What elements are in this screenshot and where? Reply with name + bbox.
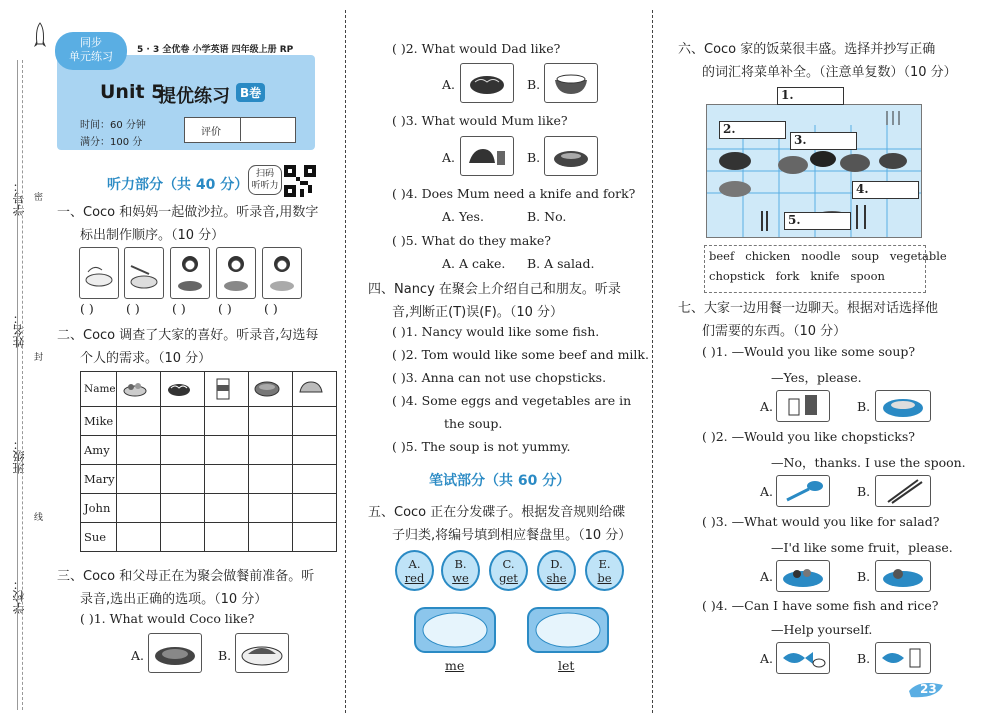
menu-blank-1[interactable]: 1. bbox=[777, 87, 844, 105]
menu-blank-3[interactable]: 3. bbox=[790, 132, 857, 150]
s3-q4: ( )4. Does Mum need a knife and fork? bbox=[392, 186, 636, 201]
table-cell[interactable] bbox=[292, 523, 336, 552]
s7-q4: ( )4. —Can I have some fish and rice? bbox=[702, 598, 939, 613]
side-xuehao: 学号： bbox=[12, 180, 26, 216]
side-feng: 封 bbox=[34, 353, 44, 363]
table-row-name: Mike bbox=[81, 407, 117, 436]
s3-q4-b[interactable]: B. No. bbox=[527, 209, 567, 224]
s3-title2: 录音,选出正确的选项。（10 分） bbox=[80, 592, 268, 607]
series-label: 5 · 3 全优卷 小学英语 四年级上册 RP bbox=[137, 45, 294, 55]
table-cell[interactable] bbox=[292, 407, 336, 436]
table-header-name: Name bbox=[81, 372, 117, 407]
s7-q2-B[interactable]: B. bbox=[857, 484, 871, 499]
s7-q1-A[interactable]: A. bbox=[760, 399, 774, 414]
qr-code-icon bbox=[284, 165, 316, 197]
table-cell[interactable] bbox=[248, 407, 292, 436]
salad-step-2-image bbox=[124, 247, 164, 299]
plate-b[interactable]: B. we bbox=[441, 550, 480, 591]
table-cell[interactable] bbox=[204, 436, 248, 465]
s7-q1-option-a-image bbox=[776, 390, 830, 422]
score-label: 满分：100 分 bbox=[80, 137, 143, 148]
table-cell[interactable] bbox=[116, 494, 160, 523]
side-mi: 密 bbox=[34, 193, 44, 203]
table-cell[interactable] bbox=[160, 523, 204, 552]
s4-item-3: ( )3. Anna can not use chopsticks. bbox=[392, 370, 607, 385]
side-banji: 班级： bbox=[12, 438, 26, 474]
table-cell[interactable] bbox=[204, 494, 248, 523]
s3-title: 三、Coco 和父母正在为聚会做餐前准备。听 bbox=[57, 569, 315, 584]
s7-a2: —No，thanks. I use the spoon. bbox=[771, 455, 966, 470]
salad-step-5-image bbox=[262, 247, 302, 299]
s3-q5-b[interactable]: B. A salad. bbox=[527, 256, 595, 271]
s1-blank-2[interactable]: ( ) bbox=[126, 301, 140, 316]
s3-q4-a[interactable]: A. Yes. bbox=[442, 209, 484, 224]
table-cell[interactable] bbox=[248, 465, 292, 494]
menu-blank-4[interactable]: 4. bbox=[852, 181, 919, 199]
s4-item-4-cont: the soup. bbox=[444, 416, 503, 431]
s7-q4-B[interactable]: B. bbox=[857, 651, 871, 666]
time-label: 时间：60 分钟 bbox=[80, 120, 146, 131]
table-cell[interactable] bbox=[292, 494, 336, 523]
food-icon-noodles bbox=[160, 372, 204, 407]
s3-q1-B[interactable]: B. bbox=[218, 648, 232, 663]
table-row-name: Mary bbox=[81, 465, 117, 494]
s7-q3-A[interactable]: A. bbox=[760, 569, 774, 584]
column-divider-2 bbox=[652, 10, 653, 713]
s7-q3: ( )3. —What would you like for salad? bbox=[702, 514, 940, 529]
s3-q3: ( )3. What would Mum like? bbox=[392, 113, 568, 128]
table-cell[interactable] bbox=[116, 523, 160, 552]
s7-q3-option-b-image bbox=[875, 560, 931, 592]
salad-step-4-image bbox=[216, 247, 256, 299]
s3-q1-A[interactable]: A. bbox=[131, 648, 145, 663]
food-icon-soup bbox=[248, 372, 292, 407]
word-bank-line-2: chopstick fork knife spoon bbox=[709, 269, 885, 283]
s7-q1: ( )1. —Would you like some soup? bbox=[702, 344, 916, 359]
table-cell[interactable] bbox=[204, 465, 248, 494]
s7-q3-option-a-image bbox=[776, 560, 830, 592]
table-row-name: Amy bbox=[81, 436, 117, 465]
word-bank-line-1: beef chicken noodle soup vegetable bbox=[709, 249, 947, 263]
s3-q1-option-b-image bbox=[235, 633, 289, 673]
s7-q1-B[interactable]: B. bbox=[857, 399, 871, 414]
page-number: 23 bbox=[920, 682, 937, 696]
s6-title2: 的词汇将菜单补全。（注意单复数）（10 分） bbox=[702, 65, 957, 80]
title-cn: 提优练习 bbox=[158, 86, 230, 107]
s5-title2: 子归类,将编号填到相应餐盘里。（10 分） bbox=[392, 528, 632, 543]
s3-q2-A[interactable]: A. bbox=[442, 77, 456, 92]
s1-blank-3[interactable]: ( ) bbox=[172, 301, 186, 316]
s7-title2: 们需要的东西。（10 分） bbox=[702, 324, 847, 339]
side-xingming: 姓名： bbox=[12, 312, 26, 348]
menu-blank-2[interactable]: 2. bbox=[719, 121, 786, 139]
badge-sync: 同步 单元练习 bbox=[55, 32, 127, 70]
s3-q2-option-b-image bbox=[544, 63, 598, 103]
s3-q1: ( )1. What would Coco like? bbox=[80, 611, 255, 626]
side-xuexiao: 学校： bbox=[12, 578, 26, 614]
food-icon-milk bbox=[204, 372, 248, 407]
s3-q3-B[interactable]: B. bbox=[527, 150, 541, 165]
plate-c[interactable]: C. get bbox=[489, 550, 528, 591]
s2-title: 二、Coco 调查了大家的喜好。听录音,勾选每 bbox=[57, 328, 319, 343]
table-cell[interactable] bbox=[292, 436, 336, 465]
writing-title: 笔试部分（共 60 分） bbox=[429, 473, 571, 489]
s7-q4-option-b-image bbox=[875, 642, 931, 674]
table-cell[interactable] bbox=[204, 523, 248, 552]
plate-d[interactable]: D. she bbox=[537, 550, 576, 591]
title-unit: Unit 5 bbox=[100, 81, 165, 103]
s7-q2: ( )2. —Would you like chopsticks? bbox=[702, 429, 915, 444]
column-divider-1 bbox=[345, 10, 346, 713]
salad-step-1-image bbox=[79, 247, 119, 299]
qr-label: 扫码 听听力 bbox=[248, 165, 282, 195]
table-cell[interactable] bbox=[248, 436, 292, 465]
food-icon-salad bbox=[116, 372, 160, 407]
table-cell[interactable] bbox=[116, 465, 160, 494]
table-cell[interactable] bbox=[292, 465, 336, 494]
s4-item-1: ( )1. Nancy would like some fish. bbox=[392, 324, 600, 339]
s4-title2: 音,判断正(T)误(F)。（10 分） bbox=[392, 305, 564, 320]
table-cell[interactable] bbox=[204, 407, 248, 436]
tray-let-label: let bbox=[558, 658, 575, 673]
s1-blank-4[interactable]: ( ) bbox=[218, 301, 232, 316]
listening-title: 听力部分（共 40 分） bbox=[107, 177, 249, 193]
s3-q2-option-a-image bbox=[460, 63, 514, 103]
table-cell[interactable] bbox=[160, 436, 204, 465]
food-icon-bread bbox=[292, 372, 336, 407]
s7-q4-option-a-image bbox=[776, 642, 830, 674]
s3-q3-option-b-image bbox=[544, 136, 598, 176]
s3-q2-B[interactable]: B. bbox=[527, 77, 541, 92]
s3-q3-A[interactable]: A. bbox=[442, 150, 456, 165]
title-b-badge: B卷 bbox=[236, 83, 265, 102]
s4-title: 四、Nancy 在聚会上介绍自己和朋友。听录 bbox=[368, 282, 621, 297]
s7-q1-option-b-image bbox=[875, 390, 931, 422]
plate-a[interactable]: A. red bbox=[395, 550, 434, 591]
table-cell[interactable] bbox=[160, 494, 204, 523]
table-cell[interactable] bbox=[160, 407, 204, 436]
spoon-option-image bbox=[776, 475, 830, 507]
table-row-name: Sue bbox=[81, 523, 117, 552]
s4-item-2: ( )2. Tom would like some beef and milk. bbox=[392, 347, 649, 362]
s7-a1: —Yes，please. bbox=[771, 370, 862, 385]
s1-blank-1[interactable]: ( ) bbox=[80, 301, 94, 316]
s3-q3-option-a-image bbox=[460, 136, 514, 176]
s2-title2: 个人的需求。（10 分） bbox=[80, 351, 212, 366]
s7-title: 七、大家一边用餐一边聊天。根据对话选择他 bbox=[678, 301, 939, 316]
side-xian: 线 bbox=[34, 513, 44, 523]
table-cell[interactable] bbox=[116, 407, 160, 436]
table-cell[interactable] bbox=[160, 465, 204, 494]
s6-title: 六、Coco 家的饭菜很丰盛。选择并抄写正确 bbox=[678, 42, 936, 57]
s3-q5: ( )5. What do they make? bbox=[392, 233, 551, 248]
s7-q3-B[interactable]: B. bbox=[857, 569, 871, 584]
rocket-icon bbox=[33, 22, 47, 52]
eval-label: 评价 bbox=[201, 127, 221, 138]
s7-a4: —Help yourself. bbox=[771, 622, 873, 637]
s7-q2-A[interactable]: A. bbox=[760, 484, 774, 499]
s3-q2: ( )2. What would Dad like? bbox=[392, 41, 561, 56]
table-row-name: John bbox=[81, 494, 117, 523]
s3-q5-a[interactable]: A. A cake. bbox=[442, 256, 506, 271]
salad-step-3-image bbox=[170, 247, 210, 299]
s1-blank-5[interactable]: ( ) bbox=[264, 301, 278, 316]
tray-me[interactable] bbox=[413, 604, 497, 656]
table-cell[interactable] bbox=[116, 436, 160, 465]
s1-title: 一、Coco 和妈妈一起做沙拉。听录音,用数字 bbox=[57, 205, 319, 220]
preference-table bbox=[80, 371, 337, 552]
s5-title: 五、Coco 正在分发碟子。根据发音规则给碟 bbox=[368, 505, 626, 520]
tray-let[interactable] bbox=[526, 604, 610, 656]
table-cell[interactable] bbox=[248, 494, 292, 523]
chopsticks-option-image bbox=[875, 475, 931, 507]
s4-item-5: ( )5. The soup is not yummy. bbox=[392, 439, 571, 454]
s3-q1-option-a-image bbox=[148, 633, 202, 673]
s1-title2: 标出制作顺序。（10 分） bbox=[80, 228, 225, 243]
s4-item-4: ( )4. Some eggs and vegetables are in bbox=[392, 393, 632, 408]
plate-e[interactable]: E. be bbox=[585, 550, 624, 591]
tray-me-label: me bbox=[445, 658, 465, 673]
menu-blank-5[interactable]: 5. bbox=[784, 212, 851, 230]
s7-q4-A[interactable]: A. bbox=[760, 651, 774, 666]
word-bank bbox=[704, 245, 947, 293]
s7-a3: —I'd like some fruit，please. bbox=[771, 540, 953, 555]
table-cell[interactable] bbox=[248, 523, 292, 552]
